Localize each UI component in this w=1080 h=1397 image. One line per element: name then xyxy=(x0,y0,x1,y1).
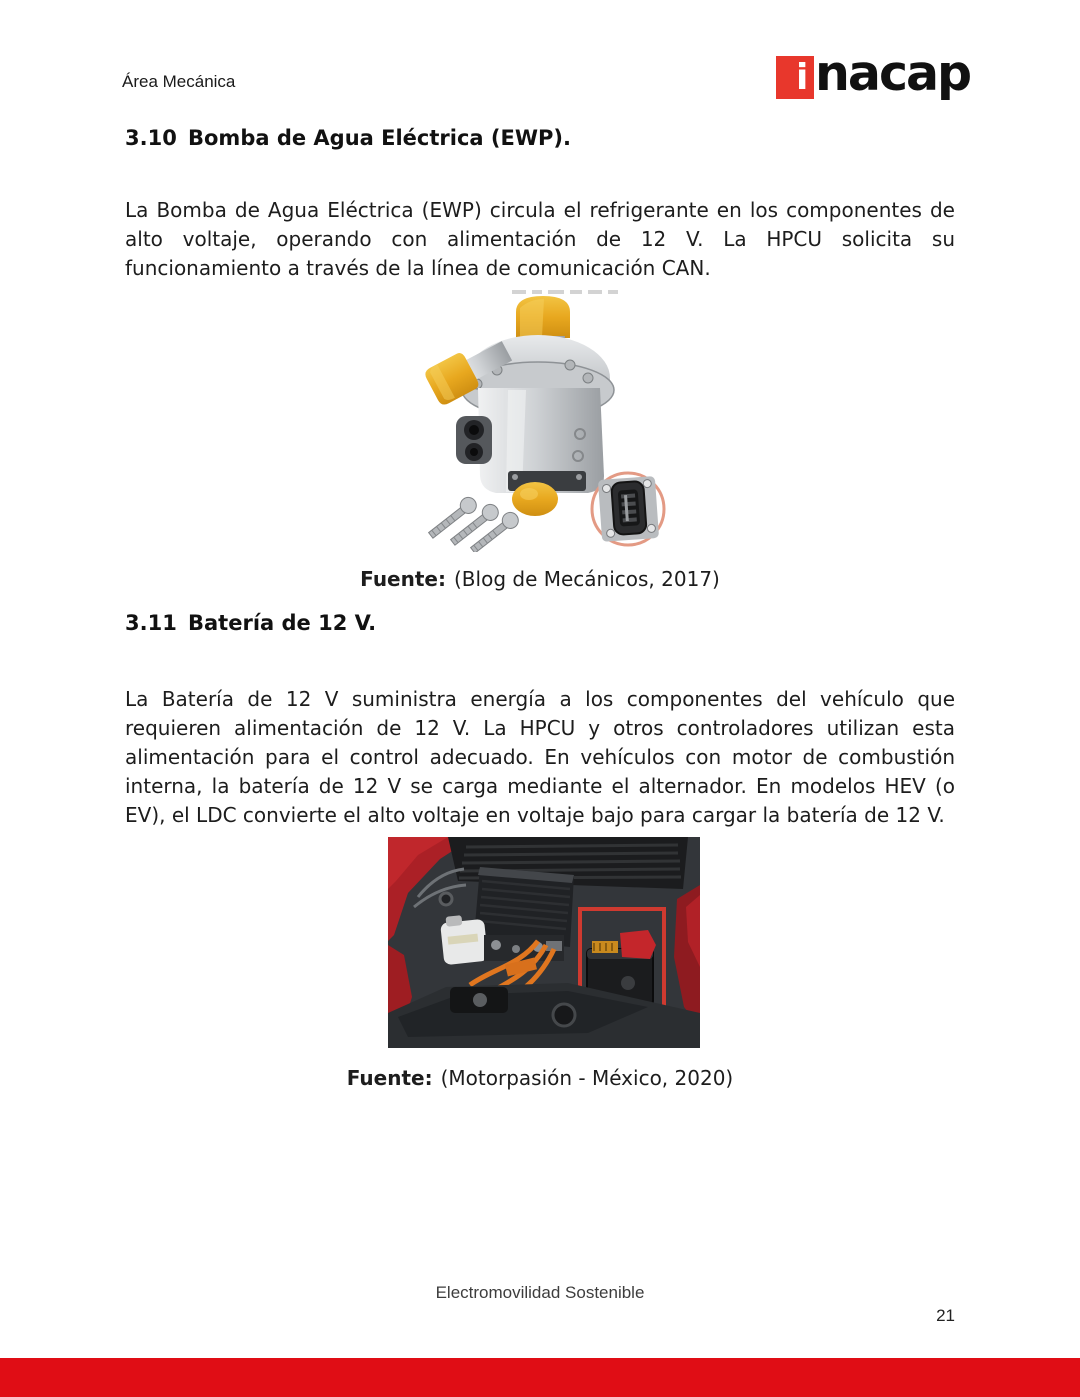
logo-i-icon: i xyxy=(796,57,809,98)
pump-mount-bracket xyxy=(456,416,492,464)
caption-label: Fuente: xyxy=(346,1066,433,1090)
mounting-bolts xyxy=(426,494,522,552)
header-area-label: Área Mecánica xyxy=(122,72,236,91)
section-title: Bomba de Agua Eléctrica (EWP). xyxy=(188,126,571,150)
footer-doc-title: Electromovilidad Sostenible xyxy=(435,1283,645,1302)
logo-wordmark: nacap xyxy=(815,45,971,102)
pump-bottom-port xyxy=(508,471,586,516)
water-pump-photo xyxy=(420,286,668,552)
section-number: 3.11 xyxy=(125,611,177,635)
paragraph-311: La Batería de 12 V suministra energía a los componentes del vehículo que requieren alimentación de 12 V. La HPCU y otros controladores utilizan esta alimentación para el control adecuado. En vehículos con motor de combustión interna, la batería de 12 V se carga mediante el alternador. En modelos HEV (o EV), el LDC convierte el alto voltaje en voltaje bajo para cargar la batería de 12 V. xyxy=(125,687,955,827)
inacap-logo xyxy=(776,45,971,106)
watermark-marks xyxy=(512,290,618,294)
section-heading-310 xyxy=(125,126,571,150)
page-number: 21 xyxy=(936,1306,955,1325)
paragraph-310: La Bomba de Agua Eléctrica (EWP) circula el refrigerante en los componentes de alto voltaje, operando con alimentación de 12 V. La HPCU solicita su funcionamiento a través de la línea de comunicación CAN. xyxy=(125,198,955,280)
figure-caption-311 xyxy=(125,1066,955,1090)
caption-label: Fuente: xyxy=(360,567,446,591)
footer-red-bar xyxy=(0,1358,1080,1397)
section-title: Batería de 12 V. xyxy=(188,611,377,635)
caption-source: (Motorpasión - México, 2020) xyxy=(440,1066,734,1090)
pump-top-cap xyxy=(516,296,570,338)
section-number: 3.10 xyxy=(125,126,177,150)
engine-bay-battery-photo xyxy=(388,837,700,1048)
section-heading-311 xyxy=(125,611,376,635)
connector-inset xyxy=(592,473,664,545)
figure-caption-310 xyxy=(125,567,955,591)
caption-source: (Blog de Mecánicos, 2017) xyxy=(454,567,720,591)
